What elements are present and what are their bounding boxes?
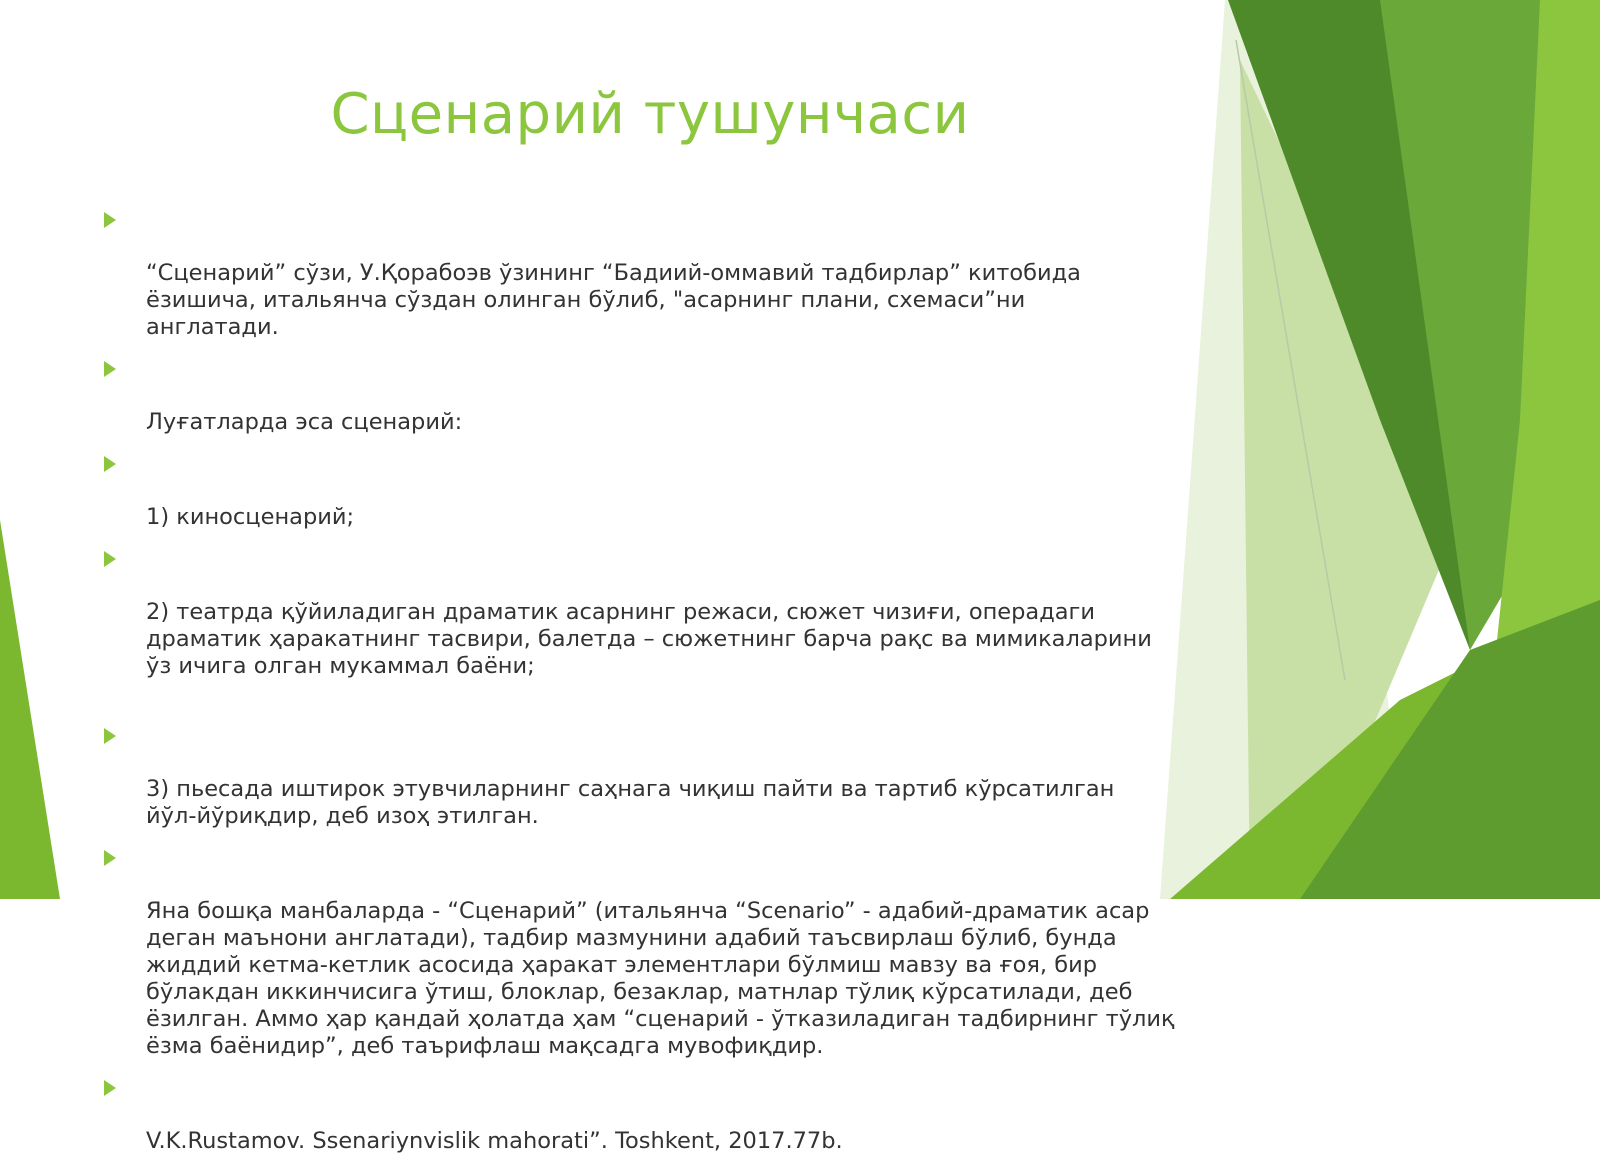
bullet-text: 3) пьесада иштирок этувчиларнинг саҳнага чиқиш пайти ва тартиб кўрсатилган йўл-йўриқдир, деб изоҳ этилган. bbox=[146, 776, 1115, 829]
list-item bbox=[100, 355, 1210, 436]
bullet-text: Яна бошқа манбаларда - “Сценарий” (итальянча “Scenario” - адабий-драматик асар деган маънони англатади), тадбир мазмунини адабий таъсвирлаш бўлиб, бунда жиддий кетма-кетлик асосида ҳаракат элементлари бўлмиш мавзу ва ғоя, бир бўлакдан иккинчисига ўтиш, блоклар, безаклар, матнлар тўлиқ кўрсатилади, деб ёзилган. Аммо ҳар қандай ҳолатда ҳам “сценарий - ўтказиладиган тадбирнинг тўлиқ ёзма баёнидир”, деб таърифлаш мақсадга мувофиқдир. bbox=[146, 898, 1175, 1059]
list-item bbox=[100, 545, 1210, 680]
list-item bbox=[100, 1074, 1210, 1155]
bullet-arrow-icon bbox=[104, 850, 116, 866]
bullet-arrow-icon bbox=[104, 361, 116, 377]
bullet-arrow-icon bbox=[104, 212, 116, 228]
left-green-wedge bbox=[0, 520, 60, 899]
bullet-text: 1) киносценарий; bbox=[146, 504, 355, 530]
bullet-text: 2) театрда қўйиладиган драматик асарнинг режаси, сюжет чизиғи, операдаги драматик ҳаракатнинг тасвири, балетда – сюжетнинг барча рақс ва мимикаларини ўз ичига олган мукаммал баёни; bbox=[146, 599, 1152, 679]
bullet-text: Луғатларда эса сценарий: bbox=[146, 409, 463, 435]
slide-title: Сценарий тушунчаси bbox=[330, 82, 970, 147]
list-item bbox=[100, 844, 1210, 1060]
list-item bbox=[100, 450, 1210, 531]
bullet-text: “Сценарий” сўзи, У.Қорабоэв ўзининг “Бадиий-оммавий тадбирлар” китобида ёзишича, итальянча сўздан олинган бўлиб, "асарнинг плани, схемаси”ни англатади. bbox=[146, 260, 1081, 340]
bullet-list bbox=[100, 206, 1210, 1169]
bullet-arrow-icon bbox=[104, 728, 116, 744]
bullet-text: V.K.Rustamov. Ssenariynvislik mahorati”. Toshkent, 2017.77b. bbox=[146, 1128, 843, 1154]
bullet-arrow-icon bbox=[104, 456, 116, 472]
bullet-arrow-icon bbox=[104, 1080, 116, 1096]
bullet-arrow-icon bbox=[104, 551, 116, 567]
list-item bbox=[100, 722, 1210, 830]
list-item bbox=[100, 206, 1210, 341]
